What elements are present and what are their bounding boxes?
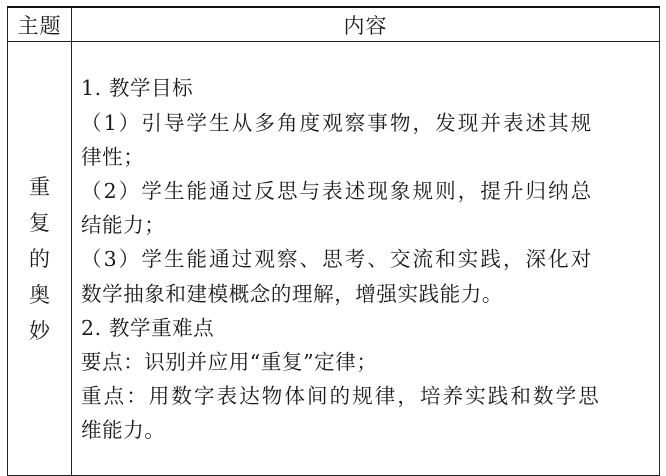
content-line: 律性； — [81, 144, 145, 169]
content-cell — [72, 42, 660, 476]
content-line: 要点：识别并应用“重复”定律； — [81, 350, 378, 374]
header-content: 内容 — [72, 7, 660, 42]
content-line: （1）引导学生从多角度观察事物，发现并表述其规 — [81, 110, 594, 135]
table-row — [8, 42, 660, 476]
content-line: （3）学生能通过观察、思考、交流和实践，深化对 — [81, 247, 594, 272]
topic-char: 奥 — [29, 282, 50, 307]
topic-cell — [8, 42, 72, 476]
header-topic: 主题 — [8, 7, 72, 42]
section-heading-keypoints: 2. 教学重难点 — [81, 315, 215, 340]
topic-char: 的 — [29, 246, 50, 271]
content-line: （2）学生能通过反思与表述现象规则，提升归纳总 — [81, 178, 594, 203]
content-line: 维能力。 — [81, 418, 166, 443]
topic-title — [8, 170, 71, 348]
content-line: 数学抽象和建模概念的理解，增强实践能力。 — [81, 281, 503, 306]
content-line: 结能力； — [81, 213, 166, 238]
topic-char: 妙 — [29, 318, 50, 343]
section-heading-goals: 1. 教学目标 — [81, 76, 194, 101]
content-line: 重点：用数字表达物体间的规律，培养实践和数学思 — [81, 384, 601, 409]
topic-char: 复 — [29, 210, 50, 235]
lesson-plan-table — [7, 6, 660, 476]
topic-char: 重 — [29, 174, 50, 199]
table-header-row — [8, 7, 660, 42]
